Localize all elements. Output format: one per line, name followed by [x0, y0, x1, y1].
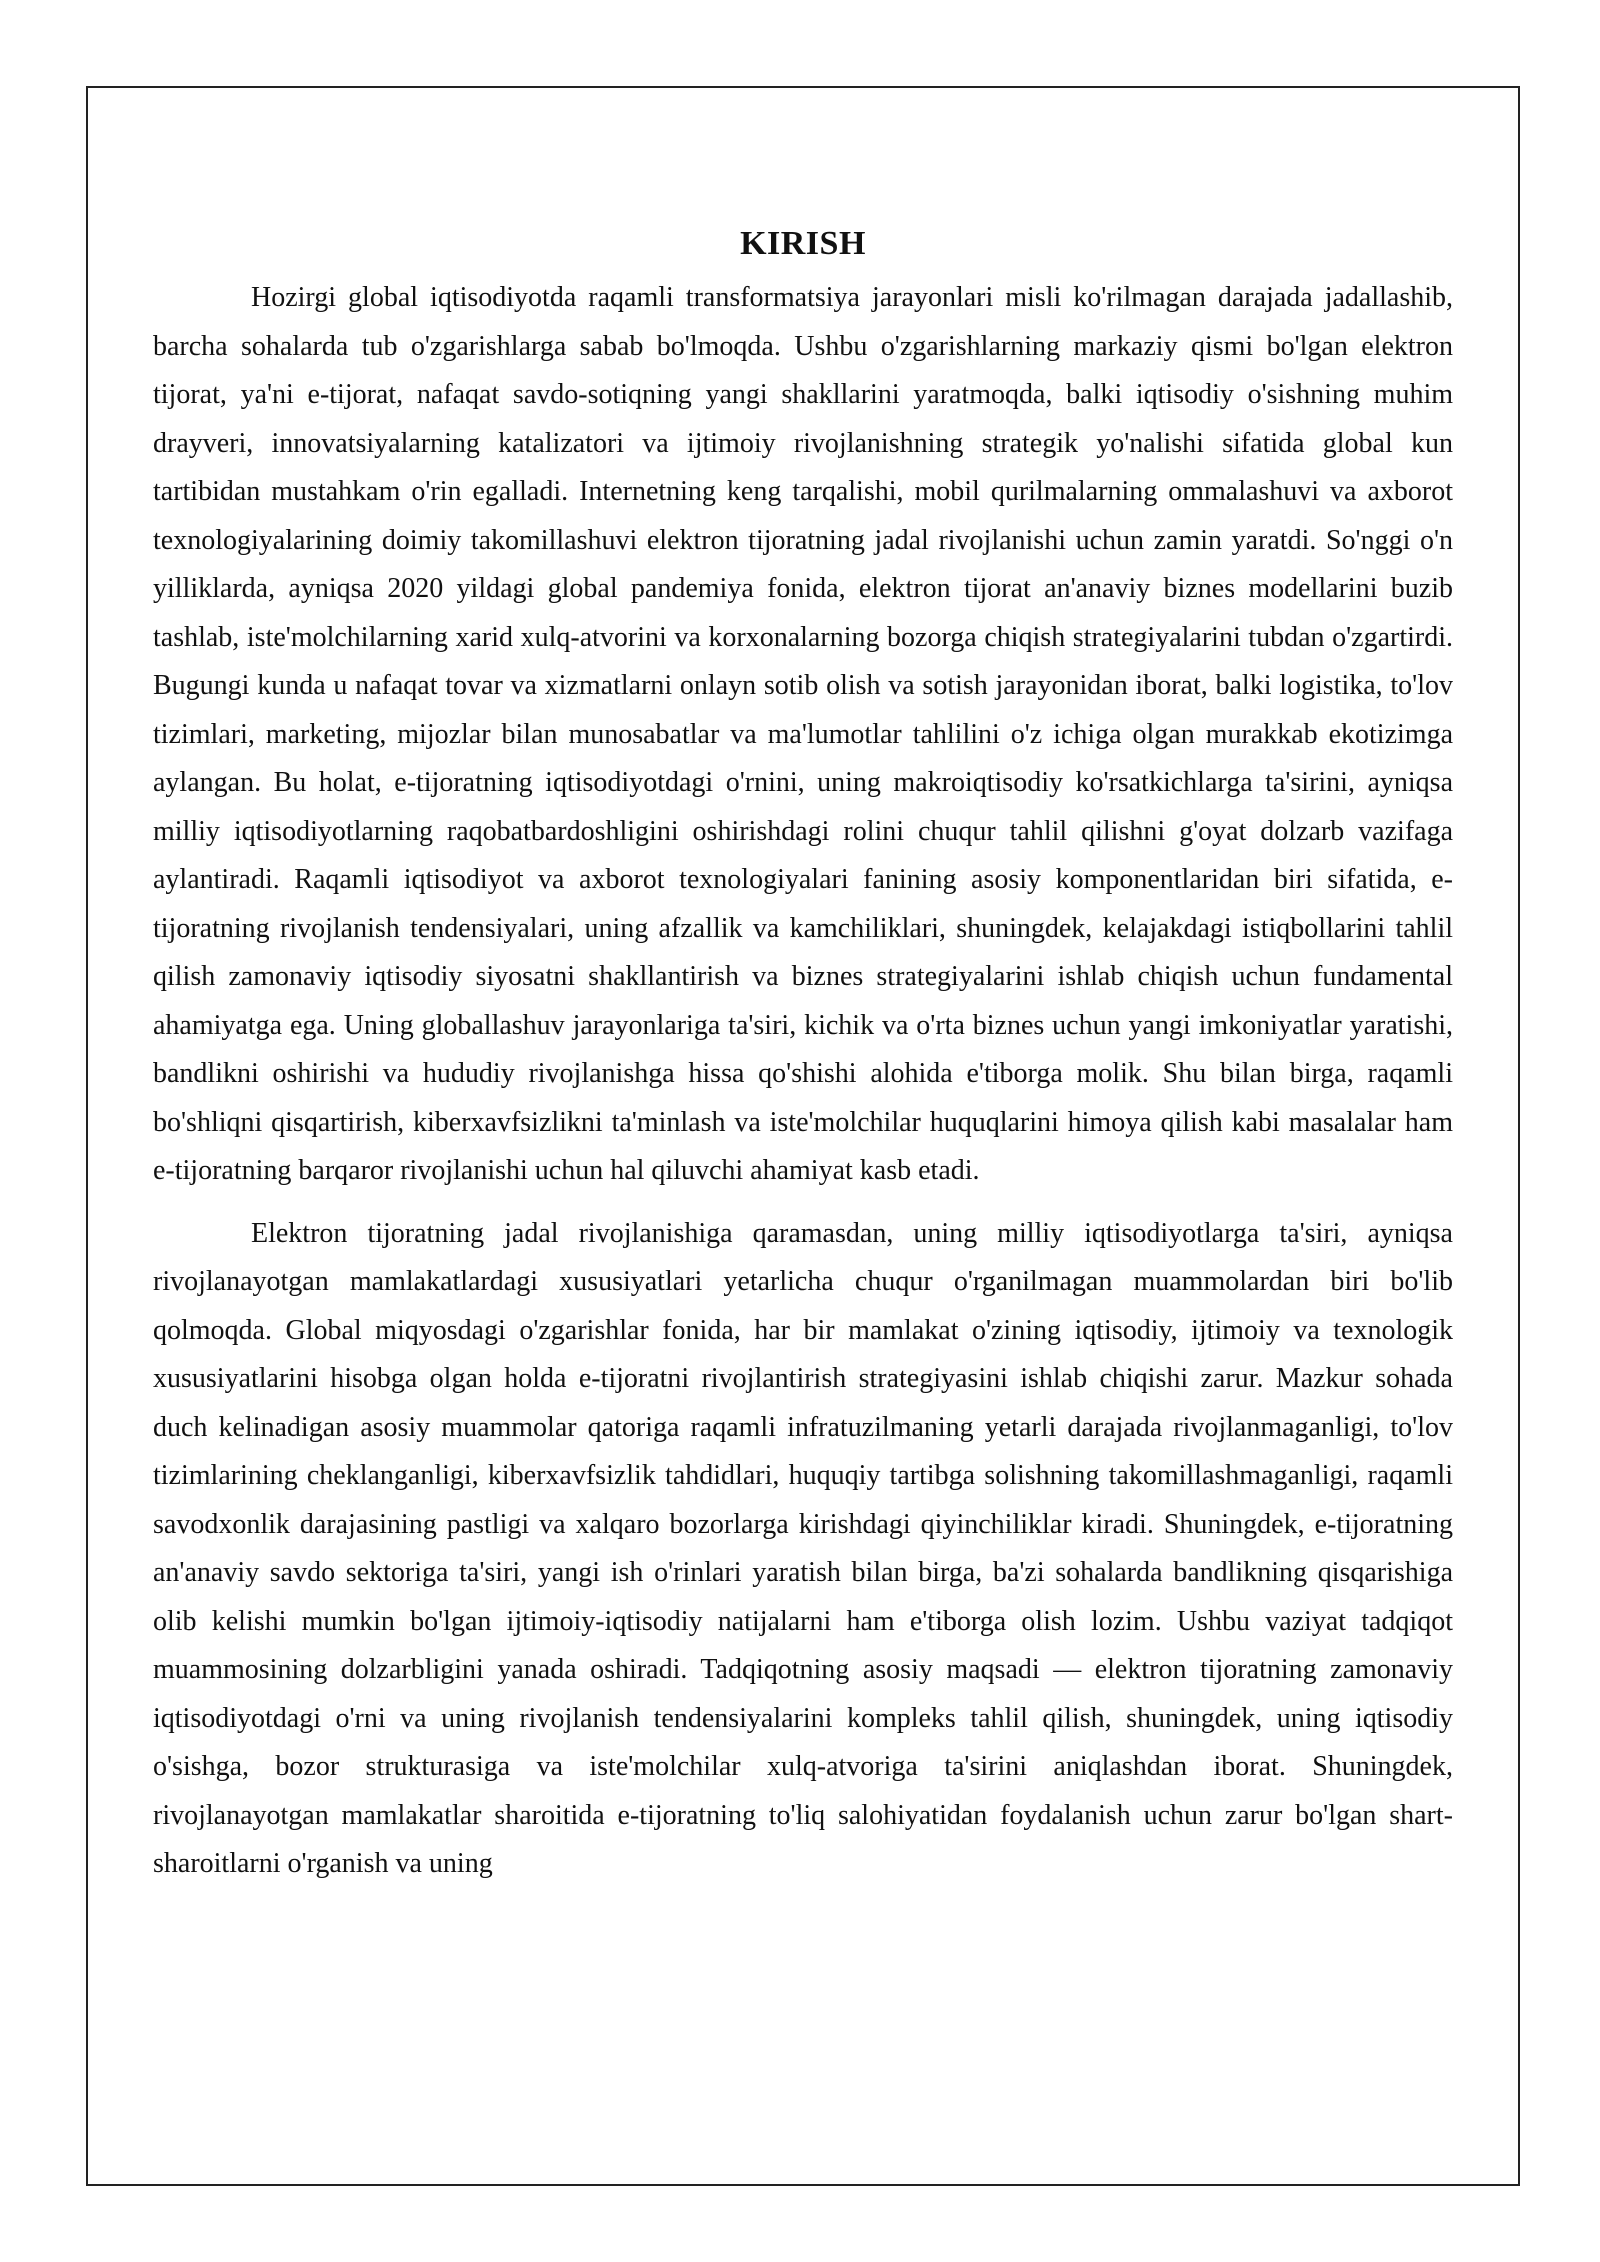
- document-body: [153, 222, 1453, 1903]
- page-title: KIRISH: [740, 225, 866, 262]
- paragraph-1: Hozirgi global iqtisodiyotda raqamli transformatsiya jarayonlari misli ko'rilmagan darajada jadallashib, barcha sohalarda tub o'zgarishlarga sabab bo'lmoqda. Ushbu o'zgarishlarning markaziy qismi bo'lgan elektron tijorat, ya'ni e-tijorat, nafaqat savdo-sotiqning yangi shakllarini yaratmoqda, balki iqtisodiy o'sishning muhim drayveri, innovatsiyalarning katalizatori va ijtimoiy rivojlanishning strategik yo'nalishi sifatida global kun tartibidan mustahkam o'rin egalladi. Internetning keng tarqalishi, mobil qurilmalarning ommalashuvi va axborot texnologiyalarining doimiy takomillashuvi elektron tijoratning jadal rivojlanishi uchun zamin yaratdi. So'nggi o'n yilliklarda, ayniqsa 2020 yildagi global pandemiya fonida, elektron tijorat an'anaviy biznes modellarini buzib tashlab, iste'molchilarning xarid xulq-atvorini va korxonalarning bozorga chiqish strategiyalarini tubdan o'zgartirdi. Bugungi kunda u nafaqat tovar va xizmatlarni onlayn sotib olish va sotish jarayonidan iborat, balki logistika, to'lov tizimlari, marketing, mijozlar bilan munosabatlar va ma'lumotlar tahlilini o'z ichiga olgan murakkab ekotizimga aylangan. Bu holat, e-tijoratning iqtisodiyotdagi o'rnini, uning makroiqtisodiy ko'rsatkichlarga ta'sirini, ayniqsa milliy iqtisodiyotlarning raqobatbardoshligini oshirishdagi rolini chuqur tahlil qilishni g'oyat dolzarb vazifaga aylantiradi. Raqamli iqtisodiyot va axborot texnologiyalari fanining asosiy komponentlaridan biri sifatida, e-tijoratning rivojlanish tendensiyalari, uning afzallik va kamchiliklari, shuningdek, kelajakdagi istiqbollarini tahlil qilish zamonaviy iqtisodiy siyosatni shakllantirish va biznes strategiyalarini ishlab chiqish uchun fundamental ahamiyatga ega. Uning globallashuv jarayonlariga ta'siri, kichik va o'rta biznes uchun yangi imkoniyatlar yaratishi, bandlikni oshirishi va hududiy rivojlanishga hissa qo'shishi alohida e'tiborga molik. Shu bilan birga, raqamli bo'shliqni qisqartirish, kiberxavfsizlikni ta'minlash va iste'molchilar huquqlarini himoya qilish kabi masalalar ham e-tijoratning barqaror rivojlanishi uchun hal qiluvchi ahamiyat kasb etadi.: [153, 282, 1453, 1186]
- paragraph-2: Elektron tijoratning jadal rivojlanishiga qaramasdan, uning milliy iqtisodiyotlarga ta'siri, ayniqsa rivojlanayotgan mamlakatlardagi xususiyatlari yetarlicha chuqur o'rganilmagan muammolardan biri bo'lib qolmoqda. Global miqyosdagi o'zgarishlar fonida, har bir mamlakat o'zining iqtisodiy, ijtimoiy va texnologik xususiyatlarini hisobga olgan holda e-tijoratni rivojlantirish strategiyasini ishlab chiqishi zarur. Mazkur sohada duch kelinadigan asosiy muammolar qatoriga raqamli infratuzilmaning yetarli darajada rivojlanmaganligi, to'lov tizimlarining cheklanganligi, kiberxavfsizlik tahdidlari, huquqiy tartibga solishning takomillashmaganligi, raqamli savodxonlik darajasining pastligi va xalqaro bozorlarga kirishdagi qiyinchiliklar kiradi. Shuningdek, e-tijoratning an'anaviy savdo sektoriga ta'siri, yangi ish o'rinlari yaratish bilan birga, ba'zi sohalarda bandlikning qisqarishiga olib kelishi mumkin bo'lgan ijtimoiy-iqtisodiy natijalarni ham e'tiborga olish lozim. Ushbu vaziyat tadqiqot muammosining dolzarbligini yanada oshiradi. Tadqiqotning asosiy maqsadi — elektron tijoratning zamonaviy iqtisodiyotdagi o'rni va uning rivojlanish tendensiyalarini kompleks tahlil qilish, shuningdek, uning iqtisodiy o'sishga, bozor strukturasiga va iste'molchilar xulq-atvoriga ta'sirini aniqlashdan iborat. Shuningdek, rivojlanayotgan mamlakatlar sharoitida e-tijoratning to'liq salohiyatidan foydalanish uchun zarur bo'lgan shart-sharoitlarni o'rganish va uning: [153, 1217, 1453, 1879]
